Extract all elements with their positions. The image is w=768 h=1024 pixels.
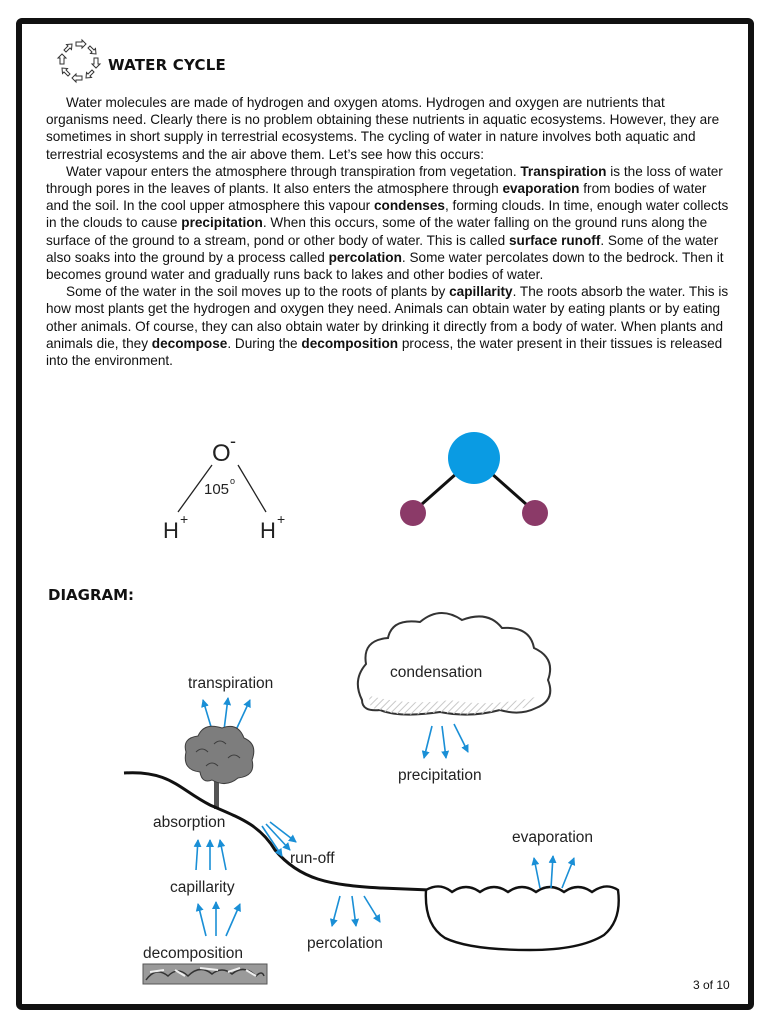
text-run: process, the water present in their tissues is released into the environment.	[46, 335, 723, 369]
bond-angle: 105	[204, 481, 230, 498]
capillarity-arrows	[196, 840, 226, 870]
ground-line	[124, 773, 430, 890]
decomposition-arrows	[198, 902, 240, 936]
hydrogen-left-charge: +	[180, 511, 189, 527]
bold-term: percolation	[328, 249, 402, 265]
transpiration-arrows	[203, 698, 250, 730]
bold-term: surface runoff	[508, 232, 601, 248]
label-absorption: absorption	[153, 814, 226, 831]
label-percolation: percolation	[307, 935, 383, 952]
text-run: from bodies of water and the soil. In the cool upper atmosphere this vapour	[46, 181, 707, 214]
label-evaporation: evaporation	[512, 829, 594, 846]
hydrogen-right-charge: +	[277, 511, 286, 527]
label-condensation: condensation	[390, 664, 483, 681]
text-run: . Some water percolates down to the bedrock. Then it becomes ground water and gradually runs back to lakes and other bodies of water.	[46, 249, 724, 283]
oxygen-charge: -	[230, 431, 236, 451]
bold-term: condenses	[373, 198, 445, 214]
label-capillarity: capillarity	[170, 879, 235, 896]
evaporation-arrows	[534, 856, 574, 888]
page-title: WATER CYCLE	[108, 56, 226, 74]
text-run: . During the	[227, 335, 302, 351]
text-run: Water molecules are made of hydrogen and oxygen atoms. Hydrogen and oxygen are nutrients that organisms need. Clearly there is no problem obtaining these nutrients in aquatic ecosystems. However, they are sometimes in short supply in terrestrial ecosystems. The cycling of water in nature involves both aquatic and terrestrial ecosystems and the air above them. Let’s see how this occurs:	[46, 95, 720, 162]
text-run: is the loss of water through pores in the leaves of plants. It also enters the atmosphere through	[46, 163, 723, 197]
page-number: 3 of 10	[693, 978, 730, 992]
lake	[426, 886, 619, 950]
text-run: , forming clouds. In time, enough water collects in the clouds to cause	[46, 198, 729, 231]
bold-term: decompose	[151, 335, 228, 351]
diagram-heading: DIAGRAM:	[48, 586, 135, 604]
degree-mark: o	[230, 476, 236, 486]
bold-term: Transpiration	[520, 163, 607, 179]
text-run: . Some of the water also soaks into the ground by a process called	[46, 232, 719, 265]
text-run: . The roots absorb the water. This is how most plants get the hydrogen and oxygen they need. Animals can obtain water by eating plants or by eating other animals. Of course, they can also obtain water by drinking it directly from a body of water. When plants and animals die, they	[46, 284, 729, 351]
hydrogen-right: H	[260, 518, 276, 543]
bold-term: decomposition	[301, 335, 399, 351]
label-runoff: run-off	[290, 850, 335, 867]
bold-term: capillarity	[449, 284, 513, 300]
decomposition-strip	[143, 964, 267, 984]
text-run: Some of the water in the soil moves up to the roots of plants by	[66, 284, 450, 300]
text-run: Water vapour enters the atmosphere through transpiration from vegetation.	[66, 163, 521, 179]
oxygen-symbol: O	[212, 440, 231, 467]
text-run: . When this occurs, some of the water falling on the ground runs along the surface of the ground to a stream, pond or other body of water. This is called	[46, 215, 708, 248]
label-precipitation: precipitation	[398, 767, 482, 784]
bold-term: evaporation	[502, 181, 580, 197]
label-decomposition: decomposition	[143, 945, 243, 962]
label-transpiration: transpiration	[188, 675, 274, 692]
precipitation-arrows	[424, 724, 468, 758]
bold-term: precipitation	[181, 215, 263, 231]
percolation-arrows	[332, 896, 380, 926]
hydrogen-left: H	[163, 518, 179, 543]
